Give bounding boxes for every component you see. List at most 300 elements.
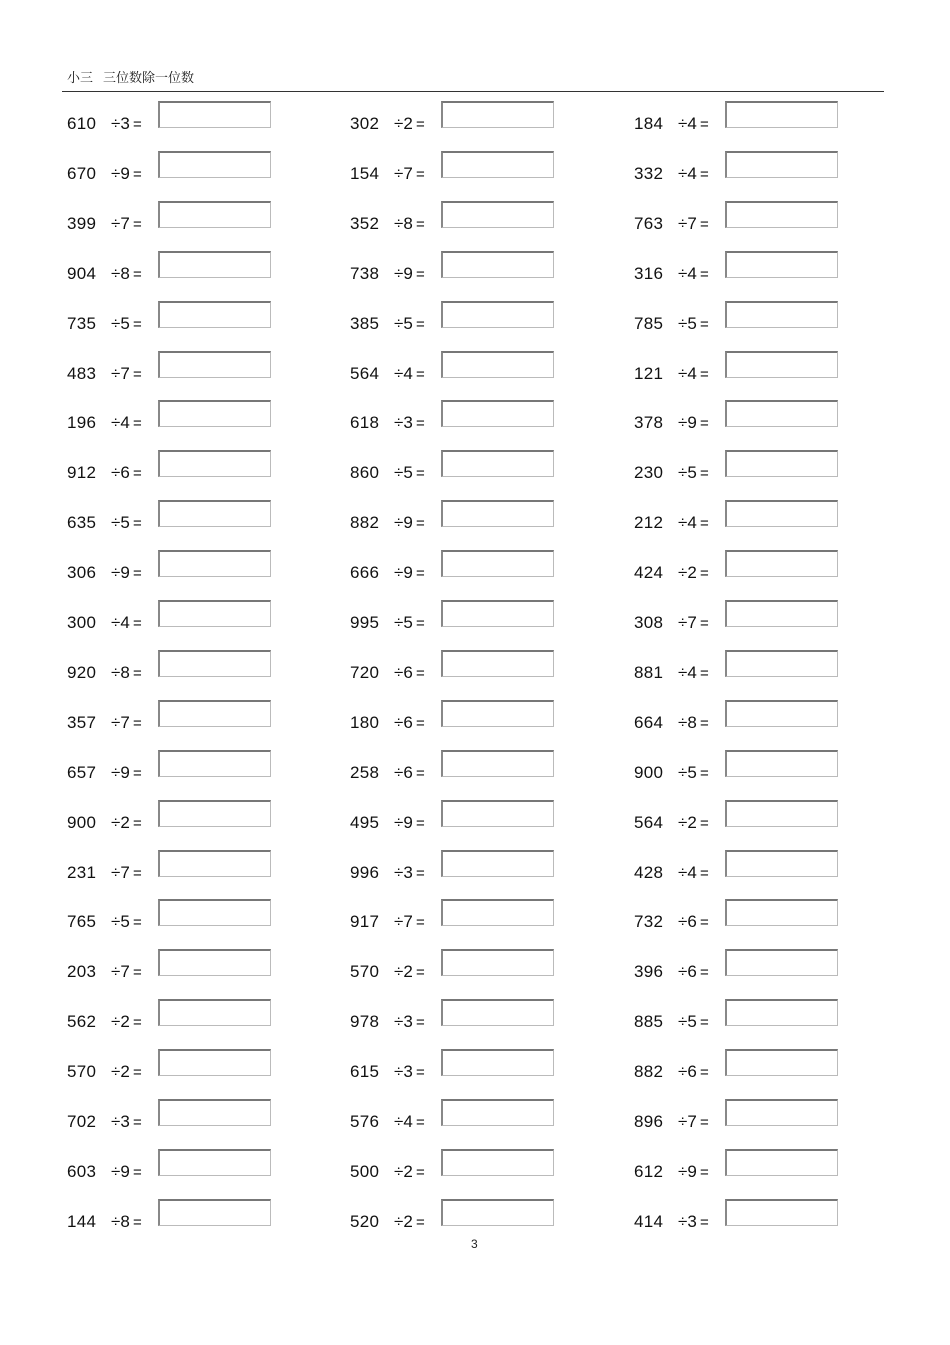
divisor: ÷9	[394, 263, 413, 283]
answer-box[interactable]	[725, 500, 838, 527]
problem-item	[67, 101, 307, 131]
equals-sign: =	[416, 1163, 425, 1181]
equals-sign: =	[416, 415, 425, 433]
equals-sign: =	[133, 714, 142, 732]
problem-item	[634, 1199, 874, 1229]
dividend: 184	[634, 114, 664, 133]
problem-item	[67, 301, 307, 331]
problem-item	[67, 1049, 307, 1082]
equals-sign: =	[133, 1014, 142, 1032]
problem-item	[67, 650, 307, 680]
problem-item	[350, 1099, 590, 1129]
answer-box[interactable]	[441, 650, 554, 677]
answer-box[interactable]	[725, 151, 838, 178]
problem-item	[634, 400, 874, 433]
answer-box[interactable]	[158, 700, 271, 727]
equals-sign: =	[700, 615, 709, 632]
divisor: ÷6	[394, 712, 413, 732]
answer-box[interactable]	[725, 251, 838, 278]
equals-sign: =	[133, 415, 142, 433]
divisor: ÷4	[111, 613, 130, 632]
problem-item	[67, 800, 307, 830]
answer-box[interactable]	[725, 1149, 838, 1176]
answer-box[interactable]	[441, 949, 554, 976]
divisor: ÷6	[394, 762, 413, 782]
problem-item	[350, 351, 590, 381]
answer-box[interactable]	[441, 850, 554, 877]
problem-item	[67, 400, 307, 433]
answer-box[interactable]	[158, 500, 271, 527]
answer-box[interactable]	[441, 550, 554, 577]
dividend: 603	[67, 1161, 97, 1181]
problem-item	[634, 550, 874, 583]
equals-sign: =	[700, 664, 709, 682]
equals-sign: =	[133, 864, 142, 882]
problem-item	[350, 899, 590, 932]
equals-sign: =	[700, 265, 709, 283]
dividend: 917	[350, 912, 380, 932]
dividend: 882	[350, 513, 380, 533]
answer-box[interactable]	[158, 151, 271, 178]
divisor: ÷7	[111, 862, 130, 882]
problem-item	[634, 700, 874, 730]
dividend: 765	[67, 912, 97, 932]
problem-item	[634, 999, 874, 1032]
dividend: 610	[67, 114, 97, 133]
answer-box[interactable]	[441, 251, 554, 278]
equals-sign: =	[133, 1114, 142, 1131]
answer-box[interactable]	[441, 800, 554, 827]
divisor: ÷9	[111, 762, 130, 782]
answer-box[interactable]	[441, 151, 554, 178]
dividend: 615	[350, 1062, 380, 1082]
problem-item	[67, 1149, 307, 1179]
dividend: 332	[634, 163, 664, 183]
problem-item	[350, 251, 590, 281]
problem-item	[634, 500, 874, 533]
divisor: ÷9	[394, 563, 413, 583]
answer-box[interactable]	[158, 650, 271, 677]
answer-box[interactable]	[725, 550, 838, 577]
problem-item	[634, 1049, 874, 1082]
equals-sign: =	[416, 515, 425, 533]
equals-sign: =	[700, 165, 709, 183]
equals-sign: =	[133, 215, 142, 233]
problem-item	[67, 1099, 307, 1129]
dividend: 154	[350, 163, 380, 183]
answer-box[interactable]	[725, 600, 838, 627]
answer-box[interactable]	[441, 450, 554, 477]
dividend: 121	[634, 363, 664, 383]
problem-item	[634, 201, 874, 231]
answer-box[interactable]	[725, 650, 838, 677]
dividend: 664	[634, 712, 664, 732]
equals-sign: =	[700, 1163, 709, 1181]
divisor: ÷3	[394, 862, 413, 882]
divisor: ÷5	[111, 513, 130, 533]
problem-item	[67, 201, 307, 231]
equals-sign: =	[133, 764, 142, 782]
answer-box[interactable]	[441, 999, 554, 1026]
problem-item	[634, 351, 874, 381]
equals-sign: =	[133, 914, 142, 932]
problem-item	[67, 251, 307, 281]
divisor: ÷5	[394, 463, 413, 483]
divisor: ÷4	[678, 662, 697, 682]
answer-box[interactable]	[441, 600, 554, 627]
answer-box[interactable]	[725, 1199, 838, 1226]
answer-box[interactable]	[725, 301, 838, 328]
answer-box[interactable]	[158, 400, 271, 427]
answer-box[interactable]	[725, 700, 838, 727]
dividend: 357	[67, 712, 97, 732]
divisor: ÷7	[678, 1112, 697, 1131]
problem-item	[350, 1049, 590, 1082]
divisor: ÷3	[394, 1062, 413, 1082]
dividend: 995	[350, 613, 380, 632]
answer-box[interactable]	[158, 201, 271, 228]
answer-box[interactable]	[441, 201, 554, 228]
header-topic: 三位数除一位数	[103, 71, 195, 86]
dividend: 920	[67, 662, 97, 682]
answer-box[interactable]	[441, 899, 554, 926]
answer-box[interactable]	[725, 351, 838, 378]
equals-sign: =	[700, 764, 709, 782]
divisor: ÷5	[111, 313, 130, 333]
equals-sign: =	[700, 1064, 709, 1082]
answer-box[interactable]	[158, 750, 271, 777]
problem-item	[350, 800, 590, 830]
dividend: 520	[350, 1211, 380, 1231]
answer-box[interactable]	[158, 301, 271, 328]
problem-item	[350, 1199, 590, 1229]
answer-box[interactable]	[725, 850, 838, 877]
dividend: 618	[350, 413, 380, 433]
dividend: 396	[634, 962, 664, 982]
header-grade: 小三	[67, 71, 94, 86]
equals-sign: =	[133, 116, 142, 133]
problem-item	[350, 201, 590, 231]
equals-sign: =	[133, 1064, 142, 1082]
dividend: 306	[67, 563, 97, 583]
divisor: ÷6	[394, 662, 413, 682]
equals-sign: =	[700, 914, 709, 932]
problem-item	[634, 101, 874, 131]
answer-box[interactable]	[725, 450, 838, 477]
dividend: 881	[634, 662, 664, 682]
answer-box[interactable]	[725, 999, 838, 1026]
problem-item	[67, 550, 307, 583]
answer-box[interactable]	[158, 949, 271, 976]
answer-box[interactable]	[158, 999, 271, 1026]
dividend: 657	[67, 762, 97, 782]
divisor: ÷3	[111, 114, 130, 133]
equals-sign: =	[133, 1213, 142, 1231]
divisor: ÷2	[394, 962, 413, 982]
equals-sign: =	[416, 964, 425, 982]
answer-box[interactable]	[158, 450, 271, 477]
divisor: ÷7	[678, 213, 697, 233]
dividend: 576	[350, 1112, 380, 1131]
equals-sign: =	[700, 116, 709, 133]
equals-sign: =	[133, 165, 142, 183]
divisor: ÷7	[111, 213, 130, 233]
equals-sign: =	[416, 165, 425, 183]
equals-sign: =	[700, 415, 709, 433]
dividend: 562	[67, 1012, 97, 1032]
answer-box[interactable]	[441, 500, 554, 527]
problem-item	[350, 850, 590, 880]
answer-box[interactable]	[441, 351, 554, 378]
answer-box[interactable]	[158, 1099, 271, 1126]
dividend: 414	[634, 1211, 664, 1231]
answer-box[interactable]	[725, 949, 838, 976]
problem-item	[350, 151, 590, 181]
dividend: 495	[350, 812, 380, 832]
equals-sign: =	[416, 465, 425, 483]
answer-box[interactable]	[725, 201, 838, 228]
problem-item	[67, 700, 307, 730]
dividend: 428	[634, 862, 664, 882]
problem-item	[634, 899, 874, 932]
equals-sign: =	[416, 615, 425, 632]
equals-sign: =	[700, 1213, 709, 1231]
answer-box[interactable]	[158, 251, 271, 278]
dividend: 212	[634, 513, 664, 533]
answer-box[interactable]	[158, 800, 271, 827]
answer-box[interactable]	[441, 101, 554, 128]
page-number: 3	[471, 1237, 478, 1251]
equals-sign: =	[133, 315, 142, 333]
dividend: 196	[67, 413, 97, 433]
problem-item	[350, 750, 590, 780]
dividend: 738	[350, 263, 380, 283]
equals-sign: =	[416, 1213, 425, 1231]
dividend: 570	[350, 962, 380, 982]
divisor: ÷9	[111, 1161, 130, 1181]
equals-sign: =	[700, 515, 709, 533]
equals-sign: =	[700, 365, 709, 383]
problem-item	[350, 550, 590, 583]
problem-item	[67, 850, 307, 880]
divisor: ÷6	[678, 912, 697, 932]
dividend: 612	[634, 1161, 664, 1181]
divisor: ÷9	[111, 163, 130, 183]
equals-sign: =	[416, 914, 425, 932]
dividend: 882	[634, 1062, 664, 1082]
problem-item	[67, 600, 307, 630]
divisor: ÷9	[394, 812, 413, 832]
answer-box[interactable]	[441, 1199, 554, 1226]
divisor: ÷6	[678, 1062, 697, 1082]
problem-item	[350, 949, 590, 982]
equals-sign: =	[133, 1163, 142, 1181]
problem-item	[634, 301, 874, 331]
dividend: 352	[350, 213, 380, 233]
dividend: 763	[634, 213, 664, 233]
equals-sign: =	[133, 265, 142, 283]
equals-sign: =	[416, 565, 425, 583]
problem-item	[350, 700, 590, 730]
problem-item	[350, 650, 590, 680]
dividend: 978	[350, 1012, 380, 1032]
answer-box[interactable]	[158, 101, 271, 128]
problem-item	[634, 800, 874, 830]
dividend: 302	[350, 114, 380, 133]
equals-sign: =	[700, 1014, 709, 1032]
problem-item	[350, 500, 590, 533]
problem-item	[634, 151, 874, 181]
problem-item	[634, 850, 874, 880]
dividend: 860	[350, 463, 380, 483]
dividend: 231	[67, 862, 97, 882]
equals-sign: =	[700, 215, 709, 233]
answer-box[interactable]	[441, 301, 554, 328]
answer-box[interactable]	[158, 1149, 271, 1176]
equals-sign: =	[700, 465, 709, 483]
divisor: ÷4	[678, 862, 697, 882]
dividend: 230	[634, 463, 664, 483]
divisor: ÷8	[111, 662, 130, 682]
answer-box[interactable]	[441, 750, 554, 777]
equals-sign: =	[133, 565, 142, 583]
divisor: ÷8	[678, 712, 697, 732]
equals-sign: =	[416, 814, 425, 832]
equals-sign: =	[700, 714, 709, 732]
dividend: 258	[350, 762, 380, 782]
answer-box[interactable]	[158, 600, 271, 627]
equals-sign: =	[133, 964, 142, 982]
divisor: ÷4	[678, 114, 697, 133]
answer-box[interactable]	[725, 400, 838, 427]
answer-box[interactable]	[158, 1199, 271, 1226]
divisor: ÷8	[111, 1211, 130, 1231]
dividend: 144	[67, 1211, 97, 1231]
answer-box[interactable]	[441, 1049, 554, 1076]
divisor: ÷4	[394, 1112, 413, 1131]
problem-item	[350, 1149, 590, 1179]
equals-sign: =	[133, 515, 142, 533]
dividend: 900	[634, 762, 664, 782]
problem-item	[634, 949, 874, 982]
equals-sign: =	[700, 1114, 709, 1131]
dividend: 564	[350, 363, 380, 383]
equals-sign: =	[700, 964, 709, 982]
divisor: ÷4	[678, 263, 697, 283]
problem-item	[67, 899, 307, 932]
dividend: 666	[350, 563, 380, 583]
equals-sign: =	[700, 565, 709, 583]
equals-sign: =	[133, 814, 142, 832]
divisor: ÷2	[111, 1012, 130, 1032]
problem-item	[67, 151, 307, 181]
problem-item	[67, 1199, 307, 1229]
divisor: ÷5	[678, 1012, 697, 1032]
problem-item	[350, 600, 590, 630]
divisor: ÷7	[111, 363, 130, 383]
answer-box[interactable]	[725, 750, 838, 777]
answer-box[interactable]	[725, 1099, 838, 1126]
dividend: 785	[634, 313, 664, 333]
divisor: ÷2	[394, 1161, 413, 1181]
problem-item	[67, 450, 307, 483]
equals-sign: =	[416, 714, 425, 732]
divisor: ÷2	[678, 563, 697, 583]
problem-item	[67, 949, 307, 982]
divisor: ÷4	[678, 363, 697, 383]
answer-box[interactable]	[158, 351, 271, 378]
problem-item	[634, 1149, 874, 1179]
answer-box[interactable]	[725, 899, 838, 926]
problem-item	[634, 750, 874, 780]
answer-box[interactable]	[158, 550, 271, 577]
dividend: 900	[67, 812, 97, 832]
dividend: 570	[67, 1062, 97, 1082]
divisor: ÷9	[678, 1161, 697, 1181]
dividend: 885	[634, 1012, 664, 1032]
dividend: 424	[634, 563, 664, 583]
divisor: ÷7	[111, 962, 130, 982]
divisor: ÷9	[678, 413, 697, 433]
answer-box[interactable]	[158, 899, 271, 926]
equals-sign: =	[416, 215, 425, 233]
problem-item	[67, 999, 307, 1032]
dividend: 300	[67, 613, 97, 632]
answer-box[interactable]	[441, 400, 554, 427]
equals-sign: =	[133, 615, 142, 632]
equals-sign: =	[133, 465, 142, 483]
divisor: ÷5	[678, 463, 697, 483]
problem-item	[634, 1099, 874, 1129]
problem-item	[634, 650, 874, 680]
answer-box[interactable]	[441, 700, 554, 727]
dividend: 385	[350, 313, 380, 333]
dividend: 308	[634, 613, 664, 632]
problem-item	[350, 400, 590, 433]
dividend: 912	[67, 463, 97, 483]
divisor: ÷3	[394, 413, 413, 433]
equals-sign: =	[416, 764, 425, 782]
answer-box[interactable]	[725, 101, 838, 128]
equals-sign: =	[416, 864, 425, 882]
problem-item	[67, 500, 307, 533]
equals-sign: =	[416, 315, 425, 333]
divisor: ÷7	[678, 613, 697, 632]
divisor: ÷9	[111, 563, 130, 583]
divisor: ÷4	[678, 163, 697, 183]
answer-box[interactable]	[158, 1049, 271, 1076]
answer-box[interactable]	[441, 1149, 554, 1176]
divisor: ÷9	[394, 513, 413, 533]
divisor: ÷6	[111, 463, 130, 483]
equals-sign: =	[416, 1014, 425, 1032]
dividend: 180	[350, 712, 380, 732]
divisor: ÷3	[111, 1112, 130, 1131]
answer-box[interactable]	[158, 850, 271, 877]
dividend: 732	[634, 912, 664, 932]
answer-box[interactable]	[441, 1099, 554, 1126]
dividend: 399	[67, 213, 97, 233]
dividend: 670	[67, 163, 97, 183]
divisor: ÷5	[394, 313, 413, 333]
equals-sign: =	[700, 864, 709, 882]
answer-box[interactable]	[725, 800, 838, 827]
dividend: 996	[350, 862, 380, 882]
answer-box[interactable]	[725, 1049, 838, 1076]
dividend: 720	[350, 662, 380, 682]
equals-sign: =	[416, 265, 425, 283]
dividend: 483	[67, 363, 97, 383]
